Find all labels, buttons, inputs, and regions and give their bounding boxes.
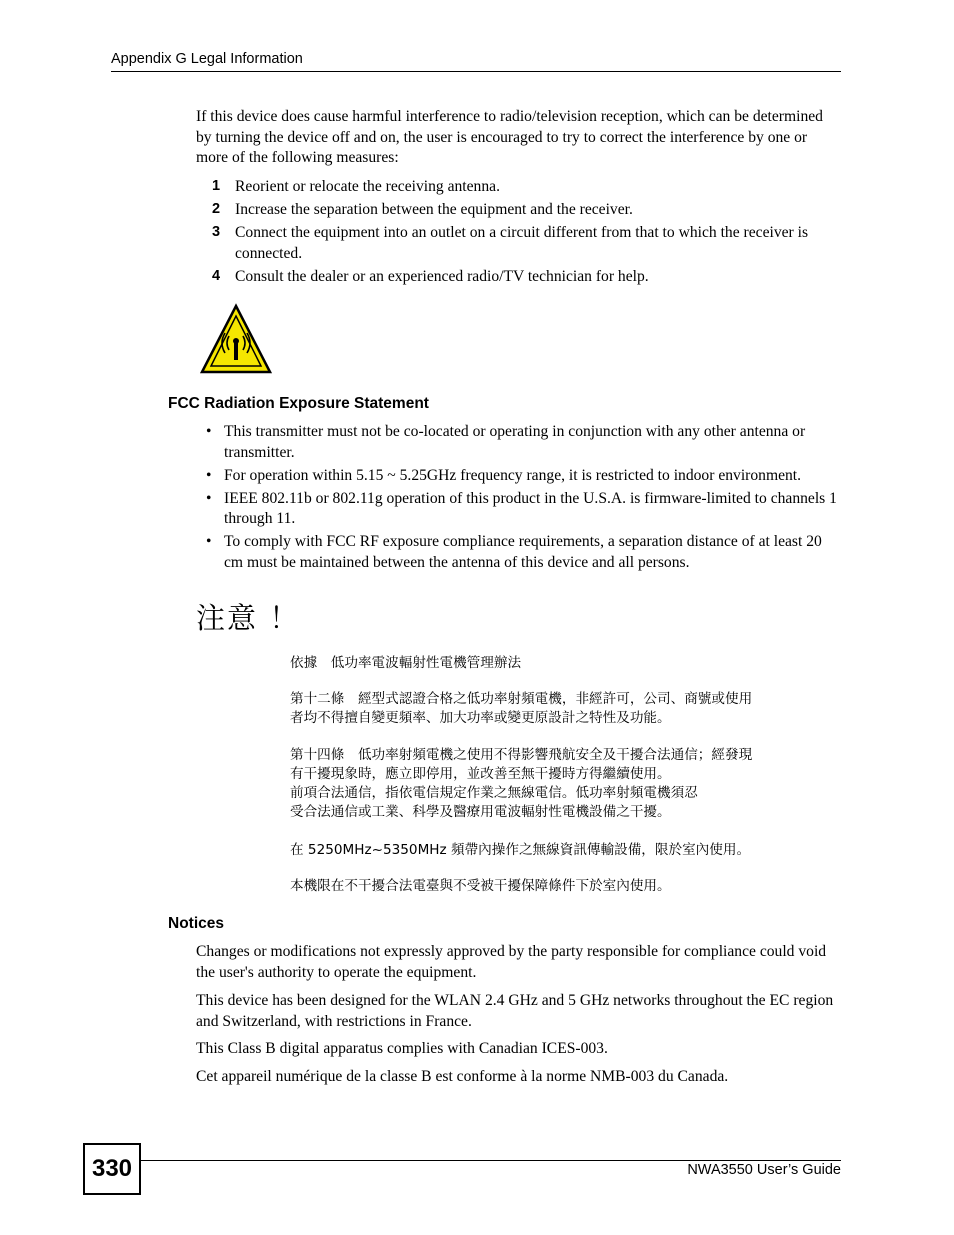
- list-text: Consult the dealer or an experienced radio/TV technician for help.: [235, 268, 649, 285]
- taiwan-regulation-line: 依據 低功率電波輻射性電機管理辦法: [290, 655, 522, 671]
- bullet: •: [206, 489, 212, 507]
- list-item: [196, 489, 841, 530]
- list-text: To comply with FCC RF exposure compliance requirements, a separation distance of at least 20 cm must be maintained between the antenna of this device and all persons.: [224, 533, 822, 571]
- bullet: •: [206, 533, 212, 551]
- fcc-heading: FCC Radiation Exposure Statement: [168, 395, 429, 412]
- list-item: [196, 266, 841, 287]
- list-text: This transmitter must not be co-located or operating in conjunction with any other antenna or transmitter.: [224, 423, 806, 461]
- bullet: •: [206, 466, 212, 484]
- list-text: Increase the separation between the equipment and the receiver.: [235, 201, 633, 218]
- notice-paragraph: Changes or modifications not expressly approved by the party responsible for compliance could void the user's authority to operate the equipment.: [196, 943, 827, 981]
- list-text: IEEE 802.11b or 802.11g operation of this product in the U.S.A. is firmware-limited to channels 1 through 11.: [224, 489, 837, 528]
- list-text: For operation within 5.15 ~ 5.25GHz frequency range, it is restricted to indoor environment.: [224, 466, 802, 484]
- list-text: Connect the equipment into an outlet on a circuit different from that to which the receiver is connected.: [235, 224, 809, 262]
- notice-paragraph: This Class B digital apparatus complies with Canadian ICES-003.: [196, 1040, 608, 1057]
- list-number: 4: [212, 268, 221, 284]
- list-number: 2: [212, 201, 221, 217]
- taiwan-5ghz-indoor: 在 5250MHz~5350MHz 頻帶內操作之無線資訊傳輸設備，限於室內使用。: [290, 842, 751, 858]
- notices-heading: Notices: [168, 915, 224, 932]
- list-number: 3: [212, 224, 221, 240]
- taiwan-article-12: 第十二條 經型式認證合格之低功率射頻電機，非經許可，公司、商號或使用 者均不得擅自變更頻率、加大功率或變更原設計之特性及功能。: [290, 691, 753, 726]
- list-item: [196, 532, 841, 573]
- list-item: [196, 199, 841, 220]
- notice-paragraph: Cet appareil numérique de la classe B est conforme à la norme NMB-003 du Canada.: [196, 1068, 729, 1085]
- taiwan-indoor-use: 本機限在不干擾合法電臺與不受被干擾保障條件下於室內使用。: [290, 878, 671, 894]
- list-item: [196, 222, 841, 264]
- list-item: [196, 466, 841, 487]
- page-number: 330: [83, 1143, 141, 1195]
- header-rule: [111, 71, 841, 72]
- list-item: [196, 176, 841, 197]
- rf-warning-triangle-icon: [200, 303, 272, 375]
- taiwan-article-14: 第十四條 低功率射頻電機之使用不得影響飛航安全及干擾合法通信；經發現 有干擾現象時，應立即停用，並改善至無干擾時方得繼續使用。 前項合法通信，指依電信規定作業之無線電信。低功率射頻電機須忍 受合法通信或工業、科學及醫療用電波輻射性電機設備之干擾。: [290, 747, 753, 820]
- bullet: •: [206, 423, 212, 440]
- guide-title: NWA3550 User’s Guide: [687, 1162, 841, 1178]
- list-item: [196, 422, 841, 463]
- intro-paragraph: If this device does cause harmful interference to radio/television reception, which can be determined by turning the device off and on, the user is encouraged to try to correct the interference by one or more of the following measures:: [196, 108, 823, 166]
- measures-list: [196, 176, 841, 289]
- list-number: 1: [212, 178, 221, 194]
- footer-rule: [140, 1160, 841, 1161]
- list-text: Reorient or relocate the receiving antenna.: [235, 178, 500, 195]
- fcc-bullet-list: [196, 422, 841, 576]
- notice-paragraph: This device has been designed for the WLAN 2.4 GHz and 5 GHz networks throughout the EC region and Switzerland, with restrictions in France.: [196, 992, 834, 1030]
- running-header: Appendix G Legal Information: [111, 51, 303, 67]
- taiwan-notice-title: 注意 ！: [196, 601, 301, 635]
